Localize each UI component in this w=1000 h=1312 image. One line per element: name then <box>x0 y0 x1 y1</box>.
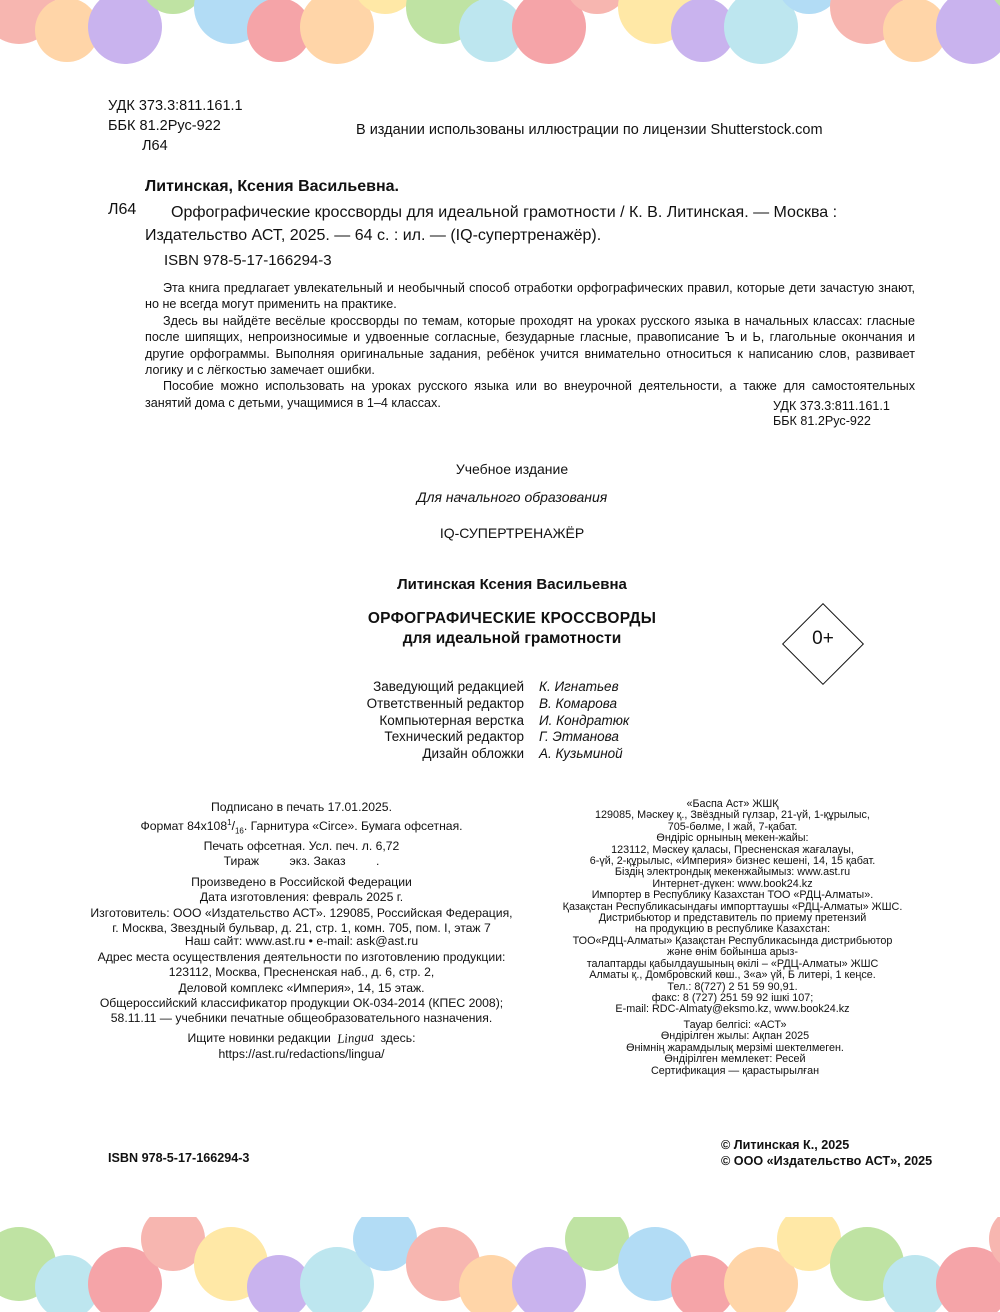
kazakh-line: 705-бөлме, I жай, 7-қабат. <box>667 820 798 833</box>
bottom-dot-border <box>0 1217 1000 1312</box>
kazakh-line: және өнім бойынша арыз- <box>667 946 798 959</box>
book-title: ОРФОГРАФИЧЕСКИЕ КРОССВОРДЫ <box>367 610 657 627</box>
biblio-description <box>145 201 921 247</box>
manufacturer-address: г. Москва, Звездный бульвар, д. 21, стр. 1, комн. 705, пом. I, этаж 7 <box>112 920 491 935</box>
staff-name: А. Кузьминой <box>539 746 623 762</box>
staff-role: Ответственный редактор <box>366 695 524 711</box>
staff-name: В. Комарова <box>539 695 618 711</box>
kazakh-line: 129085, Мәскеу қ., Звёздный гүлзар, 21-үй, 1-құрылыс, <box>595 809 870 822</box>
kazakh-line: Тел.: 8(727) 2 51 59 90,91. <box>667 980 798 993</box>
author-mark: Л64 <box>142 138 168 154</box>
kazakh-line: Біздің электрондық мекенжайымыз: www.ast.ru <box>614 866 851 879</box>
staff-role: Заведующий редакцией <box>373 679 524 694</box>
lingua-url: https://ast.ru/redactions/lingua/ <box>218 1047 385 1061</box>
production-address <box>90 950 513 1026</box>
udk-block <box>108 96 243 156</box>
manufacturer-block <box>90 875 513 936</box>
format-numerator: 1 <box>227 818 232 828</box>
biblio-line-1: Орфографические кроссворды для идеальной грамотности / К. В. Литинская. — Москва : <box>171 204 838 221</box>
staff-roles <box>320 679 524 763</box>
format-denominator: 16 <box>234 826 244 836</box>
staff-name: Г. Этманова <box>539 729 619 745</box>
decor-dot <box>300 0 374 64</box>
biblio-code: Л64 <box>108 201 137 218</box>
print-details <box>90 800 513 870</box>
print-circulation: Тираж экз. Заказ . <box>223 854 380 869</box>
kazakh-line: 6-үй, 2-құрылыс, «Империя» бизнес кешені, 14, 15 қабат. <box>589 855 876 868</box>
staff-name: К. Игнатьев <box>539 679 619 694</box>
production-address-line: Деловой комплекс «Империя», 14, 15 этаж. <box>178 980 425 995</box>
staff-role: Дизайн обложки <box>422 746 524 762</box>
kazakh-line: талаптарды қабылдаушының өкілі – «РДЦ-Алматы» ЖШС <box>586 957 879 970</box>
annotation-udk: УДК 373.3:811.161.1 <box>773 399 890 413</box>
made-in: Произведено в Российской Федерации <box>191 875 412 889</box>
kazakh-line: 123112, Мәскеу қаласы, Пресненская жағалауы, <box>611 843 854 856</box>
staff-names <box>539 679 629 763</box>
license-note: В издании использованы иллюстрации по лицензии Shutterstock.com <box>356 122 823 138</box>
kazakh-line: ТОО«РДЦ-Алматы» Қазақстан Республикасында дистрибьютор <box>572 934 893 947</box>
staff-name: И. Кондратюк <box>539 712 630 728</box>
copyright-block <box>721 1137 932 1169</box>
decor-dot <box>936 1247 1000 1312</box>
annotation-paragraph: Эта книга предлагает увлекательный и необычный способ отработки орфографических правил, которые дети зачастую знают, но не всегда могут применить на практике. <box>145 281 915 312</box>
kazakh-info-block <box>530 799 935 1016</box>
kazakh-line: Өндіріс орнының мекен-жайы: <box>656 832 809 845</box>
kazakh-line: Алматы қ., Домбровский көш., 3«а» үй, Б литері, 1 кеңсе. <box>589 969 876 982</box>
made-date: Дата изготовления: февраль 2025 г. <box>199 890 404 905</box>
kazakh-line: факс: 8 (727) 251 59 92 ішкі 107; <box>651 991 814 1004</box>
biblio-author: Литинская, Ксения Васильевна. <box>145 178 399 195</box>
udk-code: УДК 373.3:811.161.1 <box>108 98 243 114</box>
annotation-codes <box>773 399 890 429</box>
kazakh-line: Қазақстан Республикасындағы импорттаушы «РДЦ-Алматы» ЖШС. <box>562 900 903 913</box>
kazakh-line: E-mail: RDC-Almaty@eksmo.kz, www.book24.kz <box>615 1003 850 1016</box>
biblio-isbn: ISBN 978-5-17-166294-3 <box>164 252 332 269</box>
novelty-here: здесь: <box>380 1031 416 1045</box>
edition-type: Учебное издание <box>455 461 569 477</box>
staff-role: Компьютерная верстка <box>379 712 524 728</box>
annotation-bbk: ББК 81.2Рус-922 <box>773 414 871 428</box>
site-email: Наш сайт: www.ast.ru • e-mail: ask@ast.ru <box>184 934 419 948</box>
copyright-publisher: © ООО «Издательство АСТ», 2025 <box>721 1154 933 1168</box>
book-subtitle: для идеальной грамотности <box>402 630 622 647</box>
manufacturer: Изготовитель: ООО «Издательство АСТ». 129085, Российская Федерация, <box>90 905 513 920</box>
age-rating-label: 0+ <box>812 628 834 649</box>
decor-dot <box>512 0 586 64</box>
kazakh-trade-line: Сертификация — қарастырылған <box>650 1064 820 1077</box>
kazakh-line: на продукцию в республике Казахстан: <box>634 923 831 936</box>
bbk-code: ББК 81.2Рус-922 <box>108 118 221 134</box>
okp-classifier: Общероссийский классификатор продукции ОК-034-2014 (КПЕС 2008); <box>99 995 504 1010</box>
biblio-line-2: Издательство АСТ, 2025. — 64 с. : ил. — (IQ-супертренажёр). <box>145 227 602 244</box>
print-format: Формат $84x108^1/_{16}$. Гарнитура «Circe». Бумага офсетная. <box>140 818 463 836</box>
lingua-logo: Lingua <box>336 1028 375 1047</box>
edition-level: Для начального образования <box>416 489 608 505</box>
kazakh-line: Импортер в Республику Казахстан ТОО «РДЦ-Алматы». <box>591 889 874 902</box>
novelty-text: Ищите новинки редакции <box>187 1031 331 1045</box>
series-name: IQ-СУПЕРТРЕНАЖЁР <box>439 525 585 541</box>
annotation-paragraph: Здесь вы найдёте весёлые кроссворды по темам, которые проходят на уроках русского языка в начальных классах: гласные после шипящих, непроизносимые и удвоенные согласные, безударные гласные, правописание Ъ и Ь, глагольные окончания и другие орфограммы. Выполняя оригинальные задания, ребёнок учится внимательно относиться к написанию слов, развивает логику и с лёгкостью замечает ошибки. <box>145 313 915 378</box>
kazakh-trade-block <box>620 1020 850 1077</box>
kazakh-line: Интернет-дүкен: www.book24.kz <box>652 877 813 890</box>
okp-classifier: 58.11.11 — учебники печатные общеобразовательного назначения. <box>110 1011 493 1026</box>
top-dot-border <box>0 0 1000 95</box>
production-address-line: Адрес места осуществления деятельности по изготовлению продукции: <box>97 950 506 964</box>
print-type: Печать офсетная. Усл. печ. л. 6,72 <box>203 839 400 854</box>
kazakh-trade-line: Өндірілген жылы: Ақпан 2025 <box>660 1030 810 1043</box>
format-font-paper: . Гарнитура «Circe». Бумага офсетная. <box>243 819 463 834</box>
staff-role: Технический редактор <box>384 729 524 745</box>
copyright-author: © Литинская К., 2025 <box>721 1138 850 1152</box>
print-signed: Подписано в печать 17.01.2025. <box>211 800 392 814</box>
footer-isbn: ISBN 978-5-17-166294-3 <box>108 1151 250 1165</box>
annotation-paragraph: Пособие можно использовать на уроках русского языка или во внеурочной деятельности, а также для самостоятельных занятий дома с детьми, учащимися в 1–4 классах. <box>145 379 915 410</box>
novelty-line <box>90 1030 513 1046</box>
book-author: Литинская Ксения Васильевна <box>397 576 627 593</box>
decor-dot <box>936 0 1000 64</box>
kazakh-line: Дистрибьютор и представитель по приему претензий <box>598 912 867 925</box>
annotation <box>145 280 915 411</box>
format-size: Формат 84x108 <box>140 819 228 834</box>
kazakh-line: «Баспа Аст» ЖШҚ <box>686 798 779 810</box>
kazakh-trade-line: Өнімнің жарамдылық мерзімі шектелмеген. <box>626 1041 844 1054</box>
kazakh-trade-line: Өндірілген мемлекет: Ресей <box>664 1053 806 1066</box>
decor-dot <box>724 0 798 64</box>
production-address-line: 123112, Москва, Пресненская наб., д. 6, стр. 2, <box>168 965 435 980</box>
decor-dot <box>88 0 162 64</box>
kazakh-trade-line: Тауар белгісі: «АСТ» <box>683 1019 787 1031</box>
